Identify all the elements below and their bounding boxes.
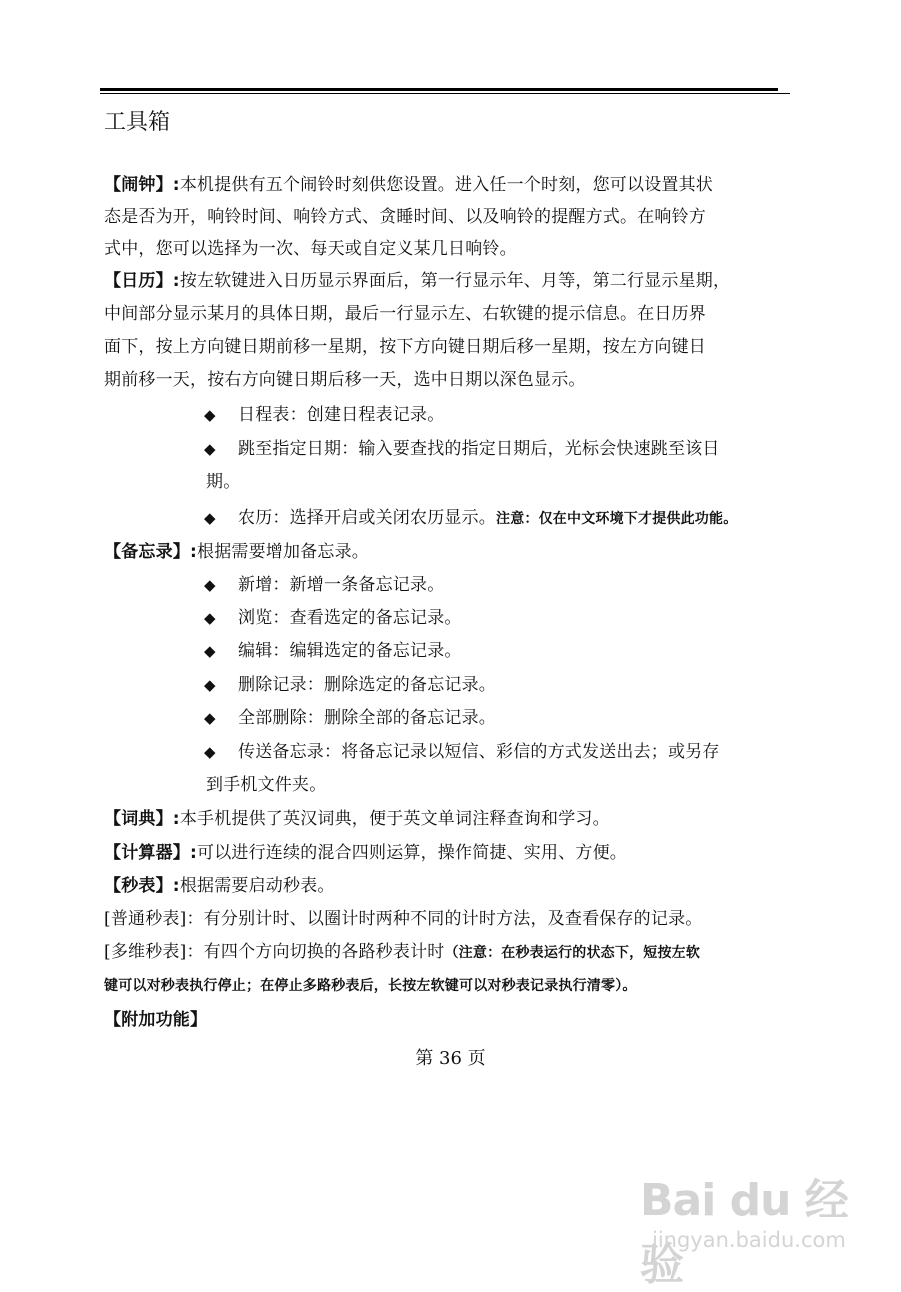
calculator-label: 【计算器】: (104, 843, 197, 863)
memo-item-delete: 删除记录：删除选定的备忘记录。 (238, 675, 496, 695)
dictionary-text: 本手机提供了英汉词典，便于英文单词注释查询和学习。 (179, 809, 610, 829)
calculator-text: 可以进行连续的混合四则运算，操作简捷、实用、方便。 (197, 843, 627, 863)
extra-label: 【附加功能】 (104, 1010, 208, 1030)
stopwatch-note-2: 键可以对秒表执行停止；在停止多路秒表后，长按左软键可以对秒表记录执行清零）。 (104, 978, 637, 994)
stopwatch-note-1: （注意：在秒表运行的状态下，短按左软 (444, 945, 701, 961)
calendar-line-1 (104, 268, 730, 294)
stopwatch-multi-line (104, 939, 700, 966)
calendar-item-schedule: 日程表：创建日程表记录。 (238, 405, 445, 425)
calendar-item-lunar (238, 505, 737, 532)
stopwatch-multi: [多维秒表]：有四个方向切换的各路秒表计时 (104, 942, 445, 962)
dictionary-label: 【词典】: (104, 809, 180, 829)
bullet-diamond-icon: ◆ (204, 676, 216, 694)
calendar-item-goto-date: 跳至指定日期：输入要查找的指定日期后，光标会快速跳至该日 (238, 439, 720, 459)
watermark-url: jingyan.baidu.com (652, 1228, 846, 1252)
calculator-line (104, 840, 627, 866)
stopwatch-line (104, 873, 335, 899)
dictionary-line (104, 806, 610, 832)
stopwatch-text: 根据需要启动秒表。 (179, 876, 335, 896)
alarm-text-1: 本机提供有五个闹铃时刻供您设置。进入任一个时刻，您可以设置其状 (179, 175, 714, 195)
bullet-diamond-icon: ◆ (204, 743, 216, 761)
alarm-line-2: 态是否为开，响铃时间、响铃方式、贪睡时间、以及响铃的提醒方式。在响铃方 (104, 207, 706, 227)
bullet-diamond-icon: ◆ (204, 509, 216, 527)
calendar-label: 【日历】: (104, 271, 180, 291)
header-rule-thin (100, 93, 790, 94)
memo-label: 【备忘录】: (104, 542, 197, 562)
calendar-line-2: 中间部分显示某月的具体日期，最后一行显示左、右软键的提示信息。在日历界 (104, 304, 706, 324)
watermark-brand: Bai du 经验 (640, 1175, 848, 1290)
memo-item-delete-all: 全部删除：删除全部的备忘记录。 (238, 708, 496, 728)
stopwatch-label: 【秒表】: (104, 876, 180, 896)
lunar-text: 农历：选择开启或关闭农历显示。 (238, 508, 496, 528)
bullet-diamond-icon: ◆ (204, 709, 216, 727)
calendar-line-4: 期前移一天，按右方向键日期后移一天，选中日期以深色显示。 (104, 370, 586, 390)
calendar-line-3: 面下，按上方向键日期前移一星期，按下方向键日期后移一星期，按左方向键日 (104, 337, 706, 357)
memo-item-browse: 浏览：查看选定的备忘记录。 (238, 608, 462, 628)
memo-item-send-cont: 到手机文件夹。 (206, 775, 327, 795)
calendar-text-1: 按左软键进入日历显示界面后，第一行显示年、月等，第二行显示星期， (179, 271, 731, 291)
bullet-diamond-icon: ◆ (204, 406, 216, 424)
alarm-label: 【闹钟】: (104, 175, 180, 195)
calendar-item-goto-date-cont: 期。 (206, 472, 241, 492)
memo-item-send: 传送备忘录：将备忘记录以短信、彩信的方式发送出去；或另存 (238, 742, 720, 762)
header-rule-thick (100, 88, 778, 91)
stopwatch-normal: [普通秒表]：有分别计时、以圈计时两种不同的计时方法，及查看保存的记录。 (104, 909, 703, 929)
memo-text: 根据需要增加备忘录。 (197, 542, 369, 562)
page-number: 第 36 页 (415, 1048, 486, 1069)
bullet-diamond-icon: ◆ (204, 576, 216, 594)
bullet-diamond-icon: ◆ (204, 642, 216, 660)
memo-item-edit: 编辑：编辑选定的备忘记录。 (238, 641, 462, 661)
baidu-watermark (640, 1150, 885, 1290)
memo-line (104, 539, 369, 565)
lunar-note: 注意：仅在中文环境下才提供此功能。 (496, 511, 738, 527)
bullet-diamond-icon: ◆ (204, 440, 216, 458)
alarm-line-1 (104, 172, 713, 198)
page-title: 工具箱 (104, 110, 171, 135)
alarm-line-3: 式中，您可以选择为一次、每天或自定义某几日响铃。 (104, 239, 517, 259)
bullet-diamond-icon: ◆ (204, 609, 216, 627)
memo-item-new: 新增：新增一条备忘记录。 (238, 575, 445, 595)
